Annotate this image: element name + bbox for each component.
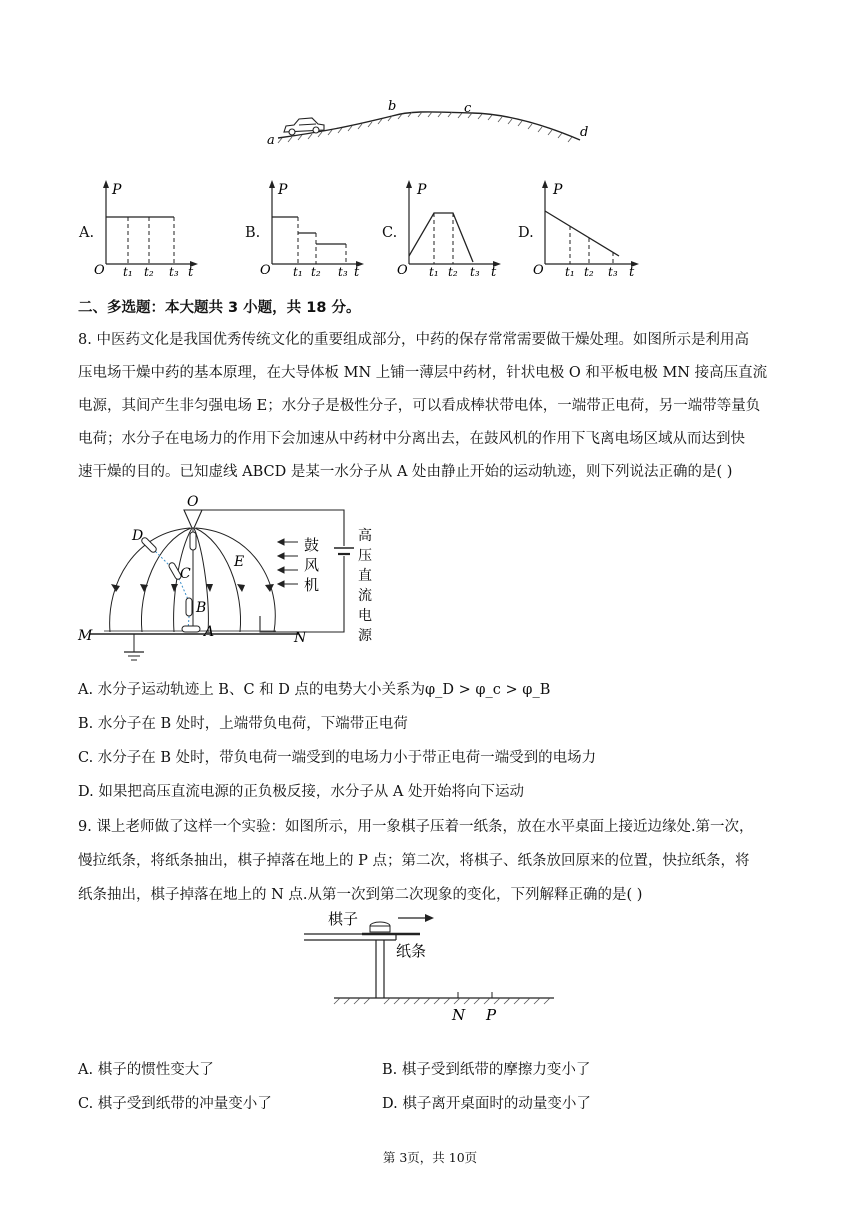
point-p-label: P [486, 1006, 497, 1024]
option-a-letter: A. [79, 225, 95, 241]
q8-option-a[interactable]: A. 水分子运动轨迹上 B、C 和 D 点的电势大小关系为φ_D > φ_c > φ_B [78, 682, 551, 698]
origin-label: O [94, 263, 105, 278]
q8-stem-line: 电荷；水分子在电场力的作用下会加速从中药材中分离出去，在鼓风机的作用下飞离电场区域从而达到快 [78, 431, 745, 447]
origin-label: O [397, 263, 408, 278]
axis-t-label: t [629, 265, 635, 278]
q9-option-b[interactable]: B. 棋子受到纸带的摩擦力变小了 [382, 1062, 591, 1078]
q9-table-figure [300, 906, 560, 1026]
point-b-label: b [388, 99, 397, 114]
q8-electric-field-figure [76, 492, 376, 662]
q8-stem-line: 压电场干燥中药的基本原理，在大导体板 MN 上铺一薄层中药材，针状电极 O 和平板电极 MN 接高压直流 [78, 365, 768, 381]
q9-option-c[interactable]: C. 棋子受到纸带的冲量变小了 [78, 1096, 272, 1112]
t1-label: t₁ [293, 265, 303, 278]
power-label-char: 直 [358, 568, 372, 584]
t2-label: t₂ [448, 265, 458, 278]
point-n-label: N [452, 1006, 466, 1024]
point-c-label: c [464, 101, 472, 116]
q8-options [78, 680, 798, 816]
t3-label: t₃ [470, 265, 480, 278]
option-d-letter: D. [518, 225, 534, 241]
power-label-char: 流 [358, 588, 372, 604]
q8-stem-line: 8. 中医药文化是我国优秀传统文化的重要组成部分，中药的保存常常需要做干燥处理。如图所示是利用高 [78, 332, 749, 348]
axis-t-label: t [354, 265, 360, 278]
origin-label: O [260, 263, 271, 278]
q9-option-a[interactable]: A. 棋子的惯性变大了 [78, 1062, 214, 1078]
t2-label: t₂ [144, 265, 154, 278]
graph-d [533, 178, 645, 278]
paper-label: 纸条 [396, 942, 427, 960]
label-b: B [196, 600, 207, 616]
q9-stem-line: 纸条抽出，棋子掉落在地上的 N 点.从第一次到第二次现象的变化，下列解释正确的是( ) [78, 887, 643, 903]
point-d-label: d [580, 125, 589, 140]
origin-label: O [533, 263, 544, 278]
axis-p-label: P [278, 182, 288, 198]
axis-t-label: t [188, 265, 194, 278]
graph-b [260, 178, 370, 278]
option-b-letter: B. [245, 225, 261, 241]
label-m: M [78, 628, 93, 644]
q8-stem-line: 电源，其间产生非匀强电场 E；水分子是极性分子，可以看成棒状带电体，一端带正电荷，另一端带等量负 [78, 398, 761, 414]
q9-stem [78, 810, 798, 912]
fan-label-char: 风 [304, 556, 320, 574]
t3-label: t₃ [169, 265, 179, 278]
q9-option-d[interactable]: D. 棋子离开桌面时的动量变小了 [382, 1096, 591, 1112]
q8-option-d[interactable]: D. 如果把高压直流电源的正负极反接，水分子从 A 处开始将向下运动 [78, 784, 525, 800]
axis-p-label: P [553, 182, 563, 198]
power-label-char: 压 [358, 548, 372, 564]
power-label-char: 源 [358, 628, 372, 644]
option-c-letter: C. [382, 225, 398, 241]
label-d: D [132, 528, 144, 544]
axis-p-label: P [417, 182, 427, 198]
road-hill-figure [262, 96, 592, 152]
label-c: C [180, 566, 191, 582]
fan-label-char: 机 [304, 576, 320, 594]
t2-label: t₂ [584, 265, 594, 278]
t1-label: t₁ [123, 265, 133, 278]
q8-stem-line: 速干燥的目的。已知虚线 ABCD 是某一水分子从 A 处由静止开始的运动轨迹，则下列说法正确的是( ) [78, 464, 733, 480]
q9-stem-line: 慢拉纸条，将纸条抽出，棋子掉落在地上的 P 点；第二次，将棋子、纸条放回原来的位置，快拉纸条，将 [78, 853, 750, 869]
car-icon [284, 118, 324, 135]
axis-p-label: P [112, 182, 122, 198]
chess-label: 棋子 [328, 910, 359, 928]
q8-option-b[interactable]: B. 水分子在 B 处时，上端带负电荷，下端带正电荷 [78, 716, 408, 732]
t3-label: t₃ [338, 265, 348, 278]
graph-c [397, 178, 507, 278]
label-n: N [294, 630, 307, 646]
label-e: E [234, 554, 245, 570]
label-o: O [187, 494, 199, 510]
power-label-char: 电 [358, 608, 372, 624]
power-label-char: 高 [358, 528, 372, 544]
axis-t-label: t [491, 265, 497, 278]
point-a-label: a [267, 133, 275, 148]
page-footer: 第 3页，共 10页 [382, 1150, 478, 1165]
t3-label: t₃ [608, 265, 618, 278]
t1-label: t₁ [429, 265, 439, 278]
section-heading: 二、多选题：本大题共 3 小题，共 18 分。 [78, 300, 361, 316]
graph-a [94, 178, 204, 278]
t1-label: t₁ [565, 265, 575, 278]
fan-label-char: 鼓 [304, 536, 320, 554]
graph-options-row [0, 178, 860, 278]
q8-stem [78, 324, 798, 489]
q8-option-c[interactable]: C. 水分子在 B 处时，带负电荷一端受到的电场力小于带正电荷一端受到的电场力 [78, 750, 597, 766]
q9-stem-line: 9. 课上老师做了这样一个实验：如图所示，用一象棋子压着一纸条，放在水平桌面上接近边缘处.第一次， [78, 819, 754, 835]
t2-label: t₂ [311, 265, 321, 278]
label-a: A [204, 624, 215, 640]
